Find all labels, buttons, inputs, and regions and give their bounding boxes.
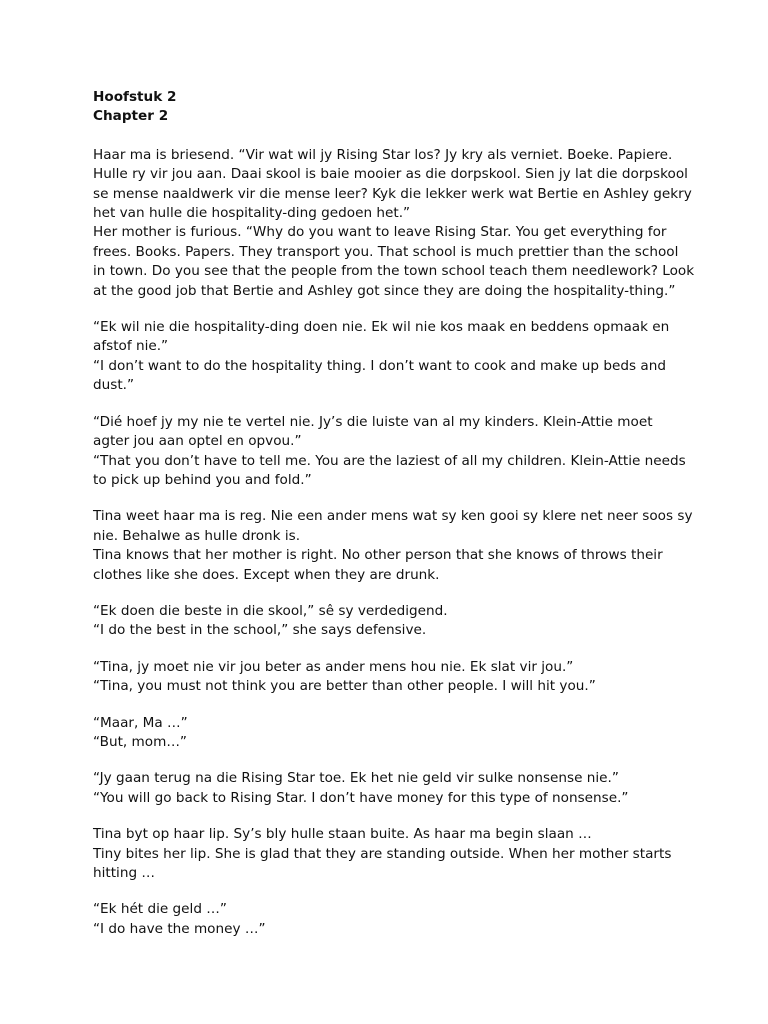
paragraph — [93, 900, 693, 939]
text-line: afstof nie.” — [93, 338, 169, 355]
text-line: se mense naaldwerk vir die mense leer? Kyk die lekker werk wat Bertie en Ashley gekry — [93, 185, 692, 202]
paragraph — [93, 413, 693, 491]
text-line: nie. Behalwe as hulle dronk is. — [93, 527, 301, 544]
text-line: frees. Books. Papers. They transport you. That school is much prettier than the school — [93, 243, 679, 260]
text-line: “Ek wil nie die hospitality-ding doen nie. Ek wil nie kos maak en beddens opmaak en — [93, 319, 670, 336]
paragraph — [93, 318, 693, 396]
text-line: “I do have the money …” — [93, 920, 266, 937]
text-line: hitting … — [93, 865, 155, 881]
text-line: agter jou aan optel en opvou.” — [93, 433, 302, 450]
paragraph — [93, 602, 693, 641]
text-line: in town. Do you see that the people from the town school teach them needlework? Look — [93, 263, 695, 280]
paragraph — [93, 825, 693, 883]
chapter-headings — [93, 88, 693, 127]
text-line: “Dié hoef jy my nie te vertel nie. Jy’s die luiste van al my kinders. Klein-Attie moet — [93, 413, 653, 430]
text-line: at the good job that Bertie and Ashley got since they are doing the hospitality-thing.” — [93, 282, 676, 299]
paragraph — [93, 714, 693, 753]
paragraph — [93, 146, 693, 301]
text-line: Hulle ry vir jou aan. Daai skool is baie mooier as die dorpskool. Sien jy lat die dorpskool — [93, 166, 688, 183]
text-line: Tina weet haar ma is reg. Nie een ander mens wat sy ken gooi sy klere net neer soos sy — [93, 508, 693, 525]
text-line: Tina byt op haar lip. Sy’s bly hulle staan buite. As haar ma begin slaan … — [93, 826, 592, 843]
text-line: het van hulle die hospitality-ding gedoen het.” — [93, 205, 411, 222]
text-line: “That you don’t have to tell me. You are the laziest of all my children. Klein-Attie needs — [93, 452, 686, 469]
document-body — [93, 146, 693, 939]
text-line: “I don’t want to do the hospitality thing. I don’t want to cook and make up beds and — [93, 357, 666, 374]
text-line: “I do the best in the school,” she says defensive. — [93, 622, 427, 639]
text-line: “Tina, jy moet nie vir jou beter as ander mens hou nie. Ek slat vir jou.” — [93, 658, 574, 675]
text-line: clothes like she does. Except when they are drunk. — [93, 566, 440, 583]
text-line: “You will go back to Rising Star. I don’t have money for this type of nonsense.” — [93, 789, 629, 806]
document-page — [93, 88, 693, 956]
chapter-heading-english: Chapter 2 — [93, 108, 169, 125]
text-line: Her mother is furious. “Why do you want to leave Rising Star. You get everything for — [93, 224, 667, 241]
text-line: Haar ma is briesend. “Vir wat wil jy Rising Star los? Jy kry als verniet. Boeke. Papiere. — [93, 146, 673, 163]
text-line: Tina knows that her mother is right. No other person that she knows of throws their — [93, 547, 663, 564]
text-line: “Ek doen die beste in die skool,” sê sy verdedigend. — [93, 602, 448, 619]
paragraph — [93, 658, 693, 697]
text-line: “Maar, Ma …” — [93, 714, 188, 731]
text-line: Tiny bites her lip. She is glad that they are standing outside. When her mother starts — [93, 845, 672, 862]
text-line: “Ek hét die geld …” — [93, 901, 227, 918]
text-line: “Jy gaan terug na die Rising Star toe. Ek het nie geld vir sulke nonsense nie.” — [93, 770, 619, 787]
text-line: “Tina, you must not think you are better than other people. I will hit you.” — [93, 678, 596, 695]
paragraph — [93, 507, 693, 585]
text-line: “But, mom…” — [93, 733, 187, 750]
paragraph — [93, 769, 693, 808]
chapter-heading-afrikaans: Hoofstuk 2 — [93, 89, 177, 105]
text-line: dust.” — [93, 377, 135, 394]
text-line: to pick up behind you and fold.” — [93, 471, 312, 488]
